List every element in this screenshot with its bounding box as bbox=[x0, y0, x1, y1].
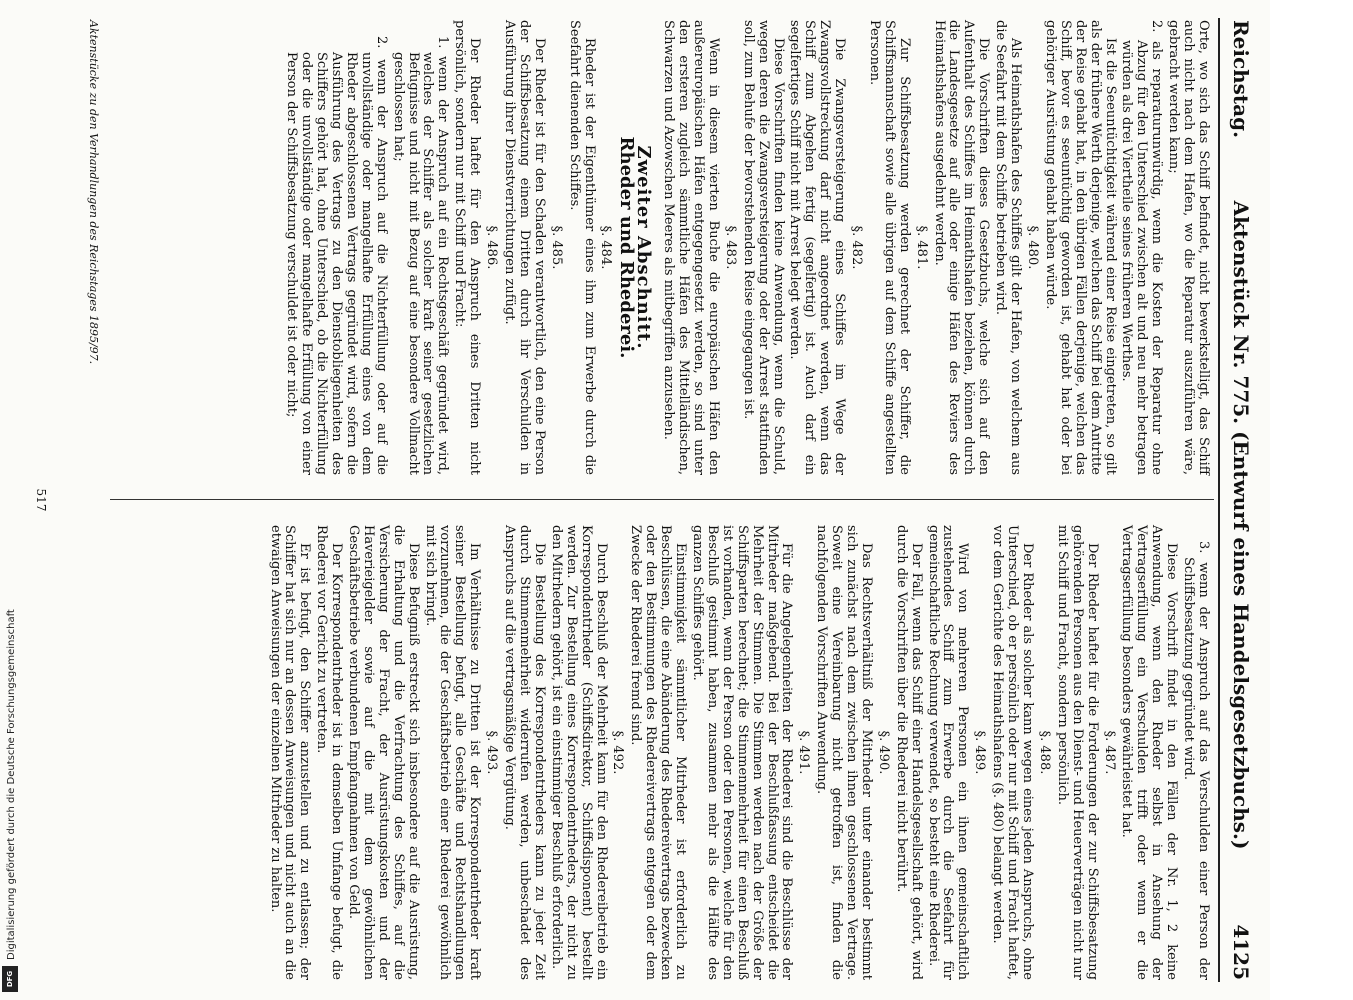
paragraph: Diese Vorschriften finden keine Anwendung, wenn die Schuld, wegen deren die Zwangsversteigerung oder der Arrest stattfinden soll, zum Behufe der bevorstehenden Reise eingegangen ist. bbox=[740, 20, 786, 475]
chapter-heading: Rheder und Rhederei. bbox=[616, 136, 638, 359]
section-heading: §. 487. bbox=[1101, 730, 1117, 775]
paragraph: 1. wenn der Anspruch auf ein Rechtsgeschäft gegründet wird, welches der Schiffer als solcher kraft seiner gesetzlichen Befugnisse und nicht mit Bezug auf eine besondere Vollmacht geschlossen hat; bbox=[390, 36, 451, 475]
paragraph: Wird von mehreren Personen ein ihnen gemeinschaftlich zustehendes Schiff zum Erwerbe durch die Seefahrt für gemeinschaftliche Rechnung verwendet, so besteht eine Rhederei. bbox=[925, 525, 971, 980]
paragraph: Der Rheder haftet für die Forderungen der zur Schiffsbesatzung gehörenden Personen aus den Dienst- und Heuerverträgen nicht nur mit Schiff und Fracht, sondern persönlich. bbox=[1054, 525, 1100, 980]
right-column bbox=[265, 525, 1210, 980]
side-credit-text: Digitalisierung gefördert durch die Deutsche Forschungsgemeinschaft bbox=[6, 609, 17, 960]
paragraph: Der Fall, wenn das Schiff einer Handelsgesellschaft gehört, wird durch die Vorschriften über die Rhederei nicht berührt. bbox=[893, 525, 924, 980]
page-number-bottom: 517 bbox=[34, 488, 48, 512]
column-divider bbox=[110, 499, 1214, 500]
paragraph: Orte, wo sich das Schiff befindet, nicht bewerkstelligt, das Schiff auch nicht nach dem Hafen, wo die Reparatur auszuführen wäre, gebracht werden kann; bbox=[1166, 20, 1211, 475]
section-heading: §. 488. bbox=[1036, 730, 1052, 775]
paragraph: Rheder ist der Eigenthümer eines ihm zum Erwerbe durch die Seefahrt dienenden Schiffes. bbox=[566, 20, 597, 475]
section-heading: §. 489. bbox=[972, 730, 988, 775]
section-heading: §. 485. bbox=[548, 225, 564, 270]
paragraph: Der Korrespondentrheder ist in demselben Umfange befugt, die Rhederei vor Gericht zu vertreten. bbox=[314, 525, 345, 980]
paragraph: 3. wenn der Anspruch auf das Verschulden einer Person der Schiffsbesatzung gegründet wird. bbox=[1181, 541, 1211, 980]
paragraph: Zur Schiffsbesatzung werden gerechnet der Schiffer, die Schiffsmannschaft sowie alle übrigen auf dem Schiffe angestellten Personen. bbox=[866, 20, 912, 475]
paragraph: Der Rheder als solcher kann wegen eines jeden Anspruchs, ohne Unterschied, ob er persönlich oder nur mit Schiff und Fracht haftet, vor dem Gerichte des Heimathshafens (§. 480) belangt werden. bbox=[990, 525, 1036, 980]
paragraph: Ist die Seeuntüchtigkeit während einer Reise eingetreten, so gilt als der frühere Werth derjenige, welchen das Schiff bei dem Antritte der Reise gehabt hat, in den übrigen Fällen derjenige, welchen das Schiff, bevor es seeuntüchtig geworden ist, gehabt hat oder bei gehöriger Ausrüstung gehabt haben würde. bbox=[1042, 20, 1118, 475]
paragraph: Er ist befugt, den Schiffer anzustellen und zu entlassen; der Schiffer hat sich nur an dessen Anweisungen und nicht auch an die etwaigen Anweisungen der einzelnen Mitrheder zu halten. bbox=[267, 525, 313, 980]
running-header bbox=[1226, 20, 1256, 980]
left-column bbox=[281, 20, 1210, 475]
section-heading: §. 486. bbox=[484, 225, 500, 270]
footnote: Aktenstücke zu den Verhandlungen des Reichstages 1895/97. bbox=[87, 20, 100, 365]
section-heading: §. 480. bbox=[1025, 225, 1041, 270]
paragraph: Die Zwangsversteigerung eines Schiffes im Wege der Zwangsvollstreckung darf nicht angeordnet werden, wenn das Schiff zum Abgehen fertig (segelfertig) ist. Auch darf ein segelfertiges Schiff nicht mit Arrest belegt werden. bbox=[787, 20, 848, 475]
paragraph: Der Rheder haftet für den Anspruch eines Dritten nicht persönlich, sondern nur mit Schiff und Fracht: bbox=[452, 20, 483, 475]
paragraph: 2. wenn der Anspruch auf die Nichterfüllung oder auf die unvollständige oder mangelhafte Erfüllung eines von dem Rheder abgeschlossenen Vertrags gegründet wird, sofern die Ausführung des Vertrags zu den Dienstobliegenheiten des Schiffers gehört hat, ohne Unterschied, ob die Nichterfüllung oder die unvollständige oder mangelhafte Erfüllung von einer Person der Schiffsbesatzung verschuldet ist oder nicht; bbox=[284, 36, 389, 475]
header-rule bbox=[1218, 18, 1220, 982]
section-heading: §. 490. bbox=[875, 730, 891, 775]
paragraph: Die Bestellung des Korrespondentrheders kann zu jeder Zeit durch Stimmenmehrheit widerrufen werden, unbeschadet des Anspruchs auf die vertragsmäßige Vergütung. bbox=[502, 525, 547, 980]
paragraph: Wenn in diesem vierten Buche die europäischen Häfen den außereuropäischen Häfen entgegengesetzt werden, so sind unter den ersteren zugleich sämmtliche Häfen des Mittelländischen, Schwarzen und Azowschen Meeres als mitbegriffen anzusehen. bbox=[661, 20, 721, 475]
paragraph: 2. als reparaturunwürdig, wenn die Kosten der Reparatur ohne Abzug für den Unterschied zwischen alt und neu mehr betragen würden als drei Viertheile seines früheren Werthes. bbox=[1119, 20, 1165, 475]
section-heading: §. 492. bbox=[610, 730, 626, 775]
paragraph: Diese Befugniß erstreckt sich insbesondere auf die Ausrüstung, die Erhaltung und die Verfrachtung des Schiffes, auf die Versicherung der Fracht, der Ausrüstungskosten und der Haverieigelder sowie auf die mit dem gewöhnlichen Geschäftsbetriebe verbundenen Empfangnahmen von Geld. bbox=[346, 525, 421, 980]
paragraph: Das Rechtsverhältniß der Mitrheder unter einander bestimmt sich zunächst nach dem zwischen ihnen geschlossenen Vertrage. Soweit eine Vereinbarung nicht getroffen ist, finden die nachfolgenden Vorschriften Anwendung. bbox=[814, 525, 874, 980]
side-credit-strip bbox=[3, 560, 21, 995]
chapter-heading: Zweiter Abschnitt. bbox=[633, 145, 655, 350]
paragraph: Der Rheder ist für den Schaden verantwortlich, den eine Person der Schiffsbesatzung einem Dritten durch ihr Verschulden in Ausführung ihrer Dienstverrichtungen zufügt. bbox=[502, 20, 547, 475]
section-heading: §. 482. bbox=[849, 225, 865, 270]
paragraph: Als Heimathshafen des Schiffes gilt der Hafen, von welchem aus die Seefahrt mit dem Schiffe betrieben wird. bbox=[993, 20, 1024, 475]
header-center: Aktenstück Nr. 775. (Entwurf eines Handelsgesetzbuchs.) bbox=[1229, 200, 1253, 850]
section-heading: §. 491. bbox=[796, 730, 812, 775]
section-heading: §. 481. bbox=[913, 225, 929, 270]
section-heading: §. 483. bbox=[722, 225, 738, 270]
paragraph: Einstimmigkeit sämmtlicher Mitrheder ist erforderlich zu Beschlüssen, die eine Abänderung des Rhedereivertrags bezwecken oder den Bestimmungen des Rhedereivertrags entgegen oder dem Zwecke der Rhederei fremd sind. bbox=[628, 525, 689, 980]
paragraph: Diese Vorschrift findet in den Fällen der Nr. 1, 2 keine Anwendung, wenn den Rheder selbst in Ansehung der Vertragserfüllung ein Verschulden trifft oder wenn er die Vertragserfüllung besonders gewährleistet hat. bbox=[1119, 525, 1180, 980]
section-heading: §. 493. bbox=[484, 730, 500, 775]
page-number-top: 4125 bbox=[1229, 924, 1253, 980]
header-left: Reichstag. bbox=[1229, 20, 1253, 139]
paragraph: Die Vorschriften dieses Gesetzbuchs, welche sich auf den Aufenthalt des Schiffes im Heimathshafen beziehen, können durch die Landesgesetze auf alle oder einige Häfen des Reviers des Heimathshafens ausgedehnt werden. bbox=[931, 20, 992, 475]
paragraph: Für die Angelegenheiten der Rhederei sind die Beschlüsse der Mitrheder maßgebend. Bei der Beschlußfassung entscheidet die Mehrheit der Stimmen. Die Stimmen werden nach der Größe der Schiffsparten berechnet; die Stimmenmehrheit für einen Beschluß ist vorhanden, wenn der Person oder den Personen, welche für den Beschluß gestimmt haben, zusammen mehr als die Hälfte des ganzen Schiffes gehört. bbox=[690, 525, 795, 980]
dfg-logo bbox=[2, 966, 18, 992]
paragraph: Im Verhältnisse zu Dritten ist der Korrespondentrheder kraft seiner Bestellung befugt, alle Geschäfte und Rechtshandlungen vorzunehmen, die der Geschäftsbetrieb einer Rhederei gewöhnlich mit sich bringt. bbox=[422, 525, 483, 980]
section-heading: §. 484. bbox=[598, 225, 614, 270]
dfg-logo-text: DFG bbox=[6, 970, 14, 988]
paragraph: Durch Beschluß der Mehrheit kann für den Rhedereibetrieb ein Korrespondentrheder (Schiffsdirektor, Schiffsdisponent) bestellt werden. Zur Bestellung eines Korrespondentrheders, der nicht zu den Mitrhedern gehört, ist ein einstimmiger Beschluß erforderlich. bbox=[548, 525, 609, 980]
